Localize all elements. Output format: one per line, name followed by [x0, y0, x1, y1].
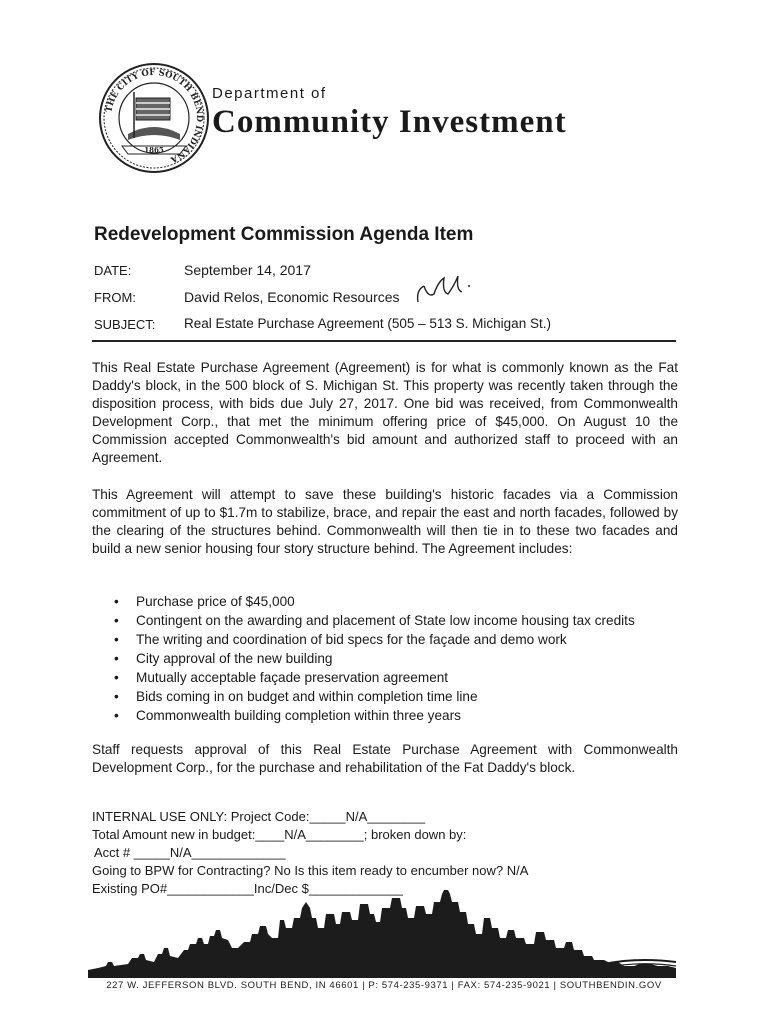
internal-existing-po: Existing PO#____________Inc/Dec $_____________	[92, 881, 403, 896]
city-seal	[98, 62, 210, 174]
date-value: September 14, 2017	[184, 262, 311, 278]
svg-text:THE CITY OF SOUTH BEND INDIANA: THE CITY OF SOUTH BEND INDIANA	[104, 67, 205, 165]
internal-account: Acct # _____N/A_____________	[94, 845, 286, 860]
list-item: • Bids coming in on budget and within completion time line	[136, 687, 722, 706]
internal-total-amount: Total Amount new in budget:____N/A________; broken down by:	[92, 827, 467, 842]
list-item: • Purchase price of $45,000	[136, 592, 722, 611]
internal-bpw-encumber: Going to BPW for Contracting? No Is this item ready to encumber now? N/A	[92, 863, 529, 878]
list-item: • Mutually acceptable façade preservation agreement	[136, 668, 722, 687]
paragraph-2: This Agreement will attempt to save these building's historic facades via a Commission commitment of up to $1.7m to stabilize, brace, and repair the east and north facades, followed by the clearing of the structures behind. Commonwealth will then tie in to these two facades and build a new senior housing four story structure behind. The Agreement includes:	[92, 487, 678, 556]
agenda-heading: Redevelopment Commission Agenda Item	[94, 224, 474, 245]
city-skyline-graphic	[88, 878, 676, 978]
list-item: • City approval of the new building	[136, 649, 722, 668]
subject-label: SUBJECT:	[94, 317, 156, 332]
date-label: DATE:	[94, 263, 132, 278]
department-prefix: Department of	[212, 85, 327, 102]
paragraph-3: Staff requests approval of this Real Estate Purchase Agreement with Commonwealth Development Corp., for the purchase and rehabilitation of the Fat Daddy's block.	[92, 742, 678, 775]
from-value: David Relos, Economic Resources	[184, 289, 400, 305]
department-name: Community Investment	[212, 104, 567, 140]
svg-text:1865: 1865	[144, 145, 164, 155]
internal-project-code: INTERNAL USE ONLY: Project Code:_____N/A________	[92, 809, 426, 824]
list-item: • Contingent on the awarding and placement of State low income housing tax credits	[136, 611, 722, 630]
handwritten-initials	[414, 272, 476, 308]
paragraph-1: This Real Estate Purchase Agreement (Agreement) is for what is commonly known as the Fat Daddy's block, in the 500 block of S. Michigan St. This property was recently taken through the disposition process, with bids due July 27, 2017. One bid was received, from Commonwealth Development Corp., that met the minimum offering price of $45,000. On August 10 the Commission accepted Commonwealth's bid amount and authorized staff to proceed with an Agreement.	[92, 360, 678, 465]
agreement-terms-list	[92, 592, 722, 725]
list-item: • Commonwealth building completion within three years	[136, 706, 722, 725]
subject-value: Real Estate Purchase Agreement (505 – 513 S. Michigan St.)	[184, 316, 551, 331]
list-item: • The writing and coordination of bid specs for the façade and demo work	[136, 630, 722, 649]
from-label: FROM:	[94, 290, 136, 305]
footer-contact: 227 W. JEFFERSON BLVD. SOUTH BEND, IN 46601 | P: 574-235-9371 | FAX: 574-235-9021 | SOUTHBENDIN.GOV	[106, 980, 662, 991]
header-divider	[92, 340, 676, 342]
